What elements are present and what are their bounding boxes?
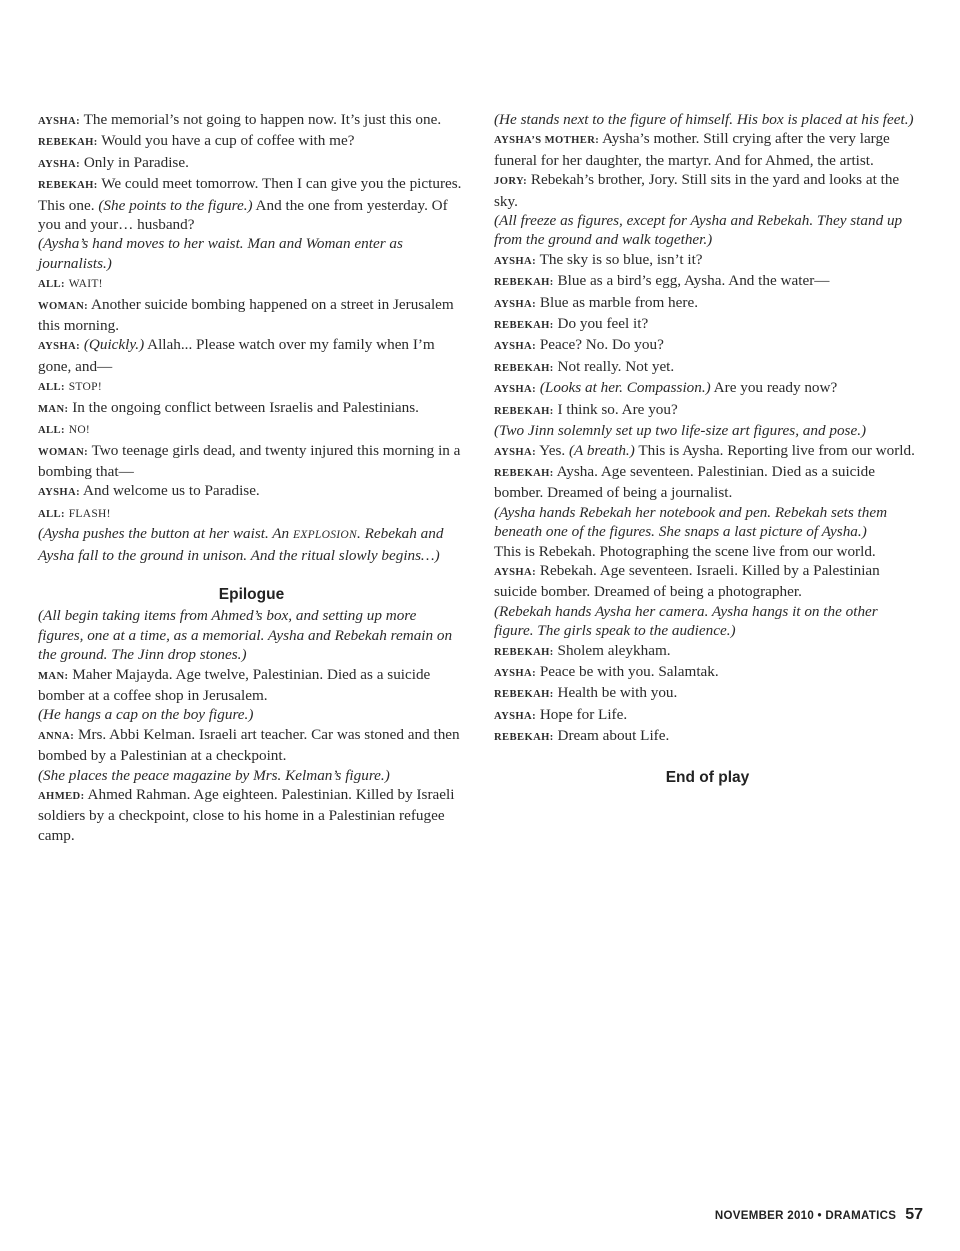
dialogue-text: The memorial’s not going to happen now. It’s just this one. bbox=[80, 111, 442, 128]
dialogue-line bbox=[494, 705, 921, 726]
page-footer bbox=[715, 1206, 923, 1224]
dialogue-text: This is Rebekah. Photographing the scene live from our world. bbox=[494, 542, 876, 560]
dialogue-text: Health be with you. bbox=[553, 684, 678, 702]
left-script-lines bbox=[38, 110, 465, 565]
dialogue-text: Sholem aleykham. bbox=[553, 641, 671, 659]
speaker-name: WOMAN: bbox=[38, 300, 89, 312]
magazine-issue: NOVEMBER 2010 • DRAMATICS bbox=[714, 1210, 897, 1222]
speaker-name: ALL: bbox=[38, 279, 65, 291]
dialogue-text: Peace be with you. Salamtak. bbox=[536, 662, 719, 680]
stage-direction-line bbox=[38, 524, 465, 565]
dialogue-text: In the ongoing conflict between Israelis and Palestinians. bbox=[68, 398, 419, 416]
dialogue-line bbox=[38, 398, 465, 419]
dialogue-text: Maher Majayda. Age twelve, Palestinian. Died as a suicide bomber at a coffee shop in Jerusalem. bbox=[38, 665, 431, 704]
dialogue-text: I think so. Are you? bbox=[553, 400, 678, 418]
stage-direction: (He hangs a cap on the boy figure.) bbox=[38, 706, 254, 724]
speaker-name: REBEKAH: bbox=[494, 689, 554, 701]
stage-direction: (He stands next to the figure of himself. His box is placed at his feet.) bbox=[494, 111, 914, 128]
dialogue-text: Blue as a bird’s egg, Aysha. And the water— bbox=[553, 272, 830, 290]
dialogue-line bbox=[494, 441, 921, 462]
dialogue-text: Rebekah. Age seventeen. Israeli. Killed by a Palestinian suicide bomber. Dreamed of being a photographer. bbox=[494, 561, 880, 601]
page-number: 57 bbox=[905, 1206, 923, 1223]
dialogue-text: Dream about Life. bbox=[553, 727, 670, 745]
speaker-name: AYSHA: bbox=[494, 255, 537, 267]
dialogue-text: And welcome us to Paradise. bbox=[80, 482, 260, 500]
speaker-name: AYSHA: bbox=[38, 158, 81, 170]
speaker-name: REBEKAH: bbox=[494, 732, 554, 744]
dialogue-line bbox=[494, 662, 921, 683]
shouted-word: STOP! bbox=[68, 381, 102, 394]
speaker-name: REBEKAH: bbox=[494, 405, 554, 417]
dialogue-text: The sky is so blue, isn’t it? bbox=[536, 250, 703, 268]
dialogue-line bbox=[494, 378, 921, 399]
speaker-name: AYSHA: bbox=[494, 446, 537, 458]
speaker-name: AYSHA: bbox=[494, 566, 537, 578]
dialogue-text: Only in Paradise. bbox=[80, 153, 189, 171]
stage-direction-line bbox=[494, 503, 921, 542]
dialogue-line bbox=[38, 725, 465, 766]
speaker-name: ALL: bbox=[38, 425, 65, 437]
speaker-name: MAN: bbox=[38, 403, 69, 415]
dialogue-line bbox=[38, 335, 465, 376]
speaker-name: AYSHA: bbox=[38, 487, 81, 499]
epilogue-script-lines bbox=[38, 606, 465, 845]
dialogue-text: Yes. bbox=[536, 441, 569, 459]
dialogue-text: Hope for Life. bbox=[536, 705, 628, 723]
stage-direction-line bbox=[494, 110, 921, 129]
dialogue-line bbox=[494, 561, 921, 602]
speaker-name: REBEKAH: bbox=[494, 646, 554, 658]
speaker-name: ALL: bbox=[38, 508, 65, 520]
dialogue-text: Are you ready now? bbox=[710, 379, 838, 397]
dialogue-line bbox=[38, 785, 465, 845]
speaker-name: AYSHA’S MOTHER: bbox=[494, 135, 600, 147]
stage-direction: (Aysha pushes the button at her waist. An bbox=[38, 525, 293, 543]
dialogue-line bbox=[494, 357, 921, 378]
speaker-name: ALL: bbox=[38, 382, 65, 394]
dialogue-text: Aysha’s mother. Still crying after the very large funeral for her daughter, the martyr. And for Ahmed, the artist. bbox=[494, 130, 890, 169]
dialogue-line bbox=[38, 153, 465, 174]
dialogue-line bbox=[38, 376, 465, 397]
dialogue-line bbox=[38, 481, 465, 502]
dialogue-text: Peace? No. Do you? bbox=[536, 336, 664, 354]
dialogue-text: And the one from yesterday. Of you and your… husband? bbox=[38, 196, 448, 234]
stage-direction: (Aysha hands Rebekah her notebook and pen. Rebekah sets them beneath one of the figures. She snaps a last picture of Aysha.) bbox=[494, 503, 888, 541]
dialogue-text: This is Aysha. Reporting live from our world. bbox=[634, 441, 915, 459]
dialogue-text: We could meet tomorrow. Then I can give you the pictures. This one. bbox=[38, 175, 462, 214]
dialogue-text: Do you feel it? bbox=[553, 315, 649, 333]
shouted-word: NO! bbox=[68, 424, 91, 437]
right-script-lines bbox=[494, 110, 921, 748]
speaker-name: AYSHA: bbox=[494, 341, 537, 353]
dialogue-line bbox=[494, 314, 921, 335]
epilogue-heading: Epilogue bbox=[218, 585, 285, 603]
speaker-name: REBEKAH: bbox=[494, 362, 554, 374]
stage-direction-line bbox=[494, 602, 921, 641]
stage-direction-line bbox=[38, 705, 465, 724]
dialogue-line bbox=[494, 641, 921, 662]
dialogue-text: Ahmed Rahman. Age eighteen. Palestinian. Killed by Israeli soldiers by a checkpoint, close to his home in a Palestinian refugee camp. bbox=[38, 786, 455, 844]
dialogue-line bbox=[38, 441, 465, 482]
dialogue-line bbox=[494, 335, 921, 356]
stage-direction: (Aysha’s hand moves to her waist. Man and Woman enter as journalists.) bbox=[38, 235, 403, 272]
end-of-play-heading: End of play bbox=[665, 768, 750, 786]
dialogue-line bbox=[494, 683, 921, 704]
dialogue-line bbox=[38, 273, 465, 294]
dialogue-text: Allah... Please watch over my family when I’m gone, and— bbox=[38, 336, 435, 375]
dialogue-text: Would you have a cup of coffee with me? bbox=[97, 132, 355, 150]
stage-direction-line bbox=[38, 606, 465, 664]
stage-direction: (Looks at her. Compassion.) bbox=[539, 379, 711, 397]
dialogue-line bbox=[494, 726, 921, 747]
speaker-name: ANNA: bbox=[38, 730, 75, 742]
stage-direction: . Rebekah and Aysha fall to the ground in unison. And the ritual slowly begins…) bbox=[38, 525, 444, 564]
dialogue-text: Another suicide bombing happened on a street in Jerusalem this morning. bbox=[38, 295, 454, 335]
speaker-name: REBEKAH: bbox=[494, 277, 554, 289]
dialogue-text: Aysha. Age seventeen. Palestinian. Died as a suicide bomber. Dreamed of being a journalist. bbox=[494, 462, 875, 502]
dialogue-text: Mrs. Abbi Kelman. Israeli art teacher. Car was stoned and then bombed by a Palestinian at a checkpoint. bbox=[38, 725, 460, 765]
dialogue-line bbox=[38, 295, 465, 336]
speaker-name: AYSHA: bbox=[494, 384, 537, 396]
stage-direction: (All freeze as figures, except for Aysha and Rebekah. They stand up from the ground and walk together.) bbox=[494, 212, 903, 249]
dialogue-text: Blue as marble from here. bbox=[536, 293, 698, 311]
shouted-word: WAIT! bbox=[68, 278, 103, 291]
dialogue-line bbox=[38, 419, 465, 440]
dialogue-line bbox=[494, 400, 921, 421]
dialogue-line bbox=[38, 665, 465, 706]
dialogue-line bbox=[494, 462, 921, 503]
speaker-name: REBEKAH: bbox=[38, 180, 98, 192]
speaker-name: AYSHA: bbox=[494, 710, 537, 722]
speaker-name: AYSHA: bbox=[494, 298, 537, 310]
dialogue-line bbox=[494, 271, 921, 292]
stage-direction-line bbox=[38, 234, 465, 273]
dialogue-text: Rebekah’s brother, Jory. Still sits in the yard and looks at the sky. bbox=[494, 171, 900, 210]
speaker-name: REBEKAH: bbox=[494, 467, 554, 479]
stage-direction-line bbox=[494, 211, 921, 250]
speaker-name: REBEKAH: bbox=[38, 137, 98, 149]
speaker-name: WOMAN: bbox=[38, 446, 89, 458]
dialogue-line bbox=[494, 250, 921, 271]
speaker-name: AYSHA: bbox=[38, 341, 81, 353]
dialogue-line bbox=[38, 131, 465, 152]
stage-direction: (Quickly.) bbox=[83, 336, 145, 354]
dialogue-line bbox=[38, 503, 465, 524]
dialogue-line bbox=[494, 129, 921, 170]
stage-direction: (A breath.) bbox=[568, 441, 635, 459]
dialogue-line bbox=[494, 293, 921, 314]
stage-direction-line bbox=[38, 766, 465, 785]
stage-direction: (All begin taking items from Ahmed’s box, and setting up more figures, one at a time, as a memorial. Aysha and Rebekah remain on the ground. The Jinn drop stones.) bbox=[38, 607, 453, 664]
dialogue-text: Two teenage girls dead, and twenty injured this morning in a bombing that— bbox=[38, 441, 461, 480]
speaker-name: JORY: bbox=[494, 176, 528, 188]
left-column bbox=[38, 110, 465, 845]
speaker-name: MAN: bbox=[38, 670, 69, 682]
stage-direction-line bbox=[494, 542, 921, 561]
stage-direction: (Two Jinn solemnly set up two life-size art figures, and pose.) bbox=[494, 422, 867, 440]
speaker-name: AHMED: bbox=[38, 791, 85, 802]
speaker-name: AYSHA: bbox=[494, 667, 537, 679]
stage-direction-caps: EXPLOSION bbox=[292, 529, 357, 542]
speaker-name: AYSHA: bbox=[38, 116, 81, 127]
speaker-name: REBEKAH: bbox=[494, 320, 554, 332]
stage-direction: (She places the peace magazine by Mrs. Kelman’s figure.) bbox=[38, 766, 390, 784]
right-column bbox=[494, 110, 921, 789]
stage-direction-line bbox=[494, 421, 921, 440]
stage-direction: (She points to the figure.) bbox=[98, 196, 253, 214]
dialogue-text: Not really. Not yet. bbox=[553, 357, 675, 375]
shouted-word: FLASH! bbox=[68, 507, 111, 520]
dialogue-line bbox=[494, 170, 921, 211]
stage-direction: (Rebekah hands Aysha her camera. Aysha hangs it on the other figure. The girls speak to the audience.) bbox=[494, 602, 878, 640]
dialogue-line bbox=[38, 110, 465, 131]
dialogue-line bbox=[38, 174, 465, 234]
